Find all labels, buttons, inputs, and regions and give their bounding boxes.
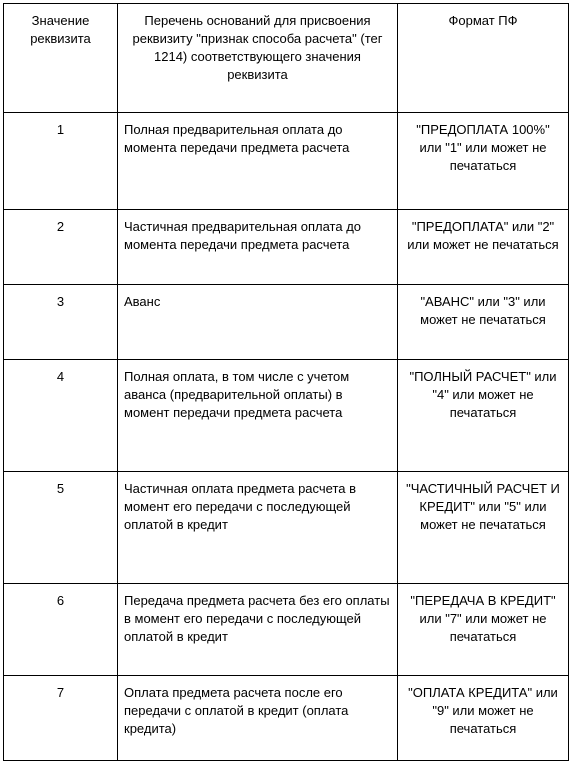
row-reason: Полная оплата, в том числе с учетом аванса (предварительной оплаты) в момент передачи предмета расчета — [118, 360, 398, 472]
row-value: 4 — [4, 360, 118, 472]
table-header-row — [4, 4, 569, 113]
row-value: 1 — [4, 113, 118, 210]
row-format: "ОПЛАТА КРЕДИТА" или "9" или может не печататься — [398, 676, 569, 761]
row-format: "АВАНС" или "3" или может не печататься — [398, 285, 569, 360]
row-reason: Аванс — [118, 285, 398, 360]
row-format: "ПРЕДОПЛАТА 100%" или "1" или может не печататься — [398, 113, 569, 210]
table-row — [4, 113, 569, 210]
row-format: "ПЕРЕДАЧА В КРЕДИТ" или "7" или может не печататься — [398, 584, 569, 676]
row-value: 6 — [4, 584, 118, 676]
header-value: Значение реквизита — [4, 4, 118, 113]
row-value: 2 — [4, 210, 118, 285]
row-value: 3 — [4, 285, 118, 360]
table-row — [4, 285, 569, 360]
table-row — [4, 472, 569, 584]
row-reason: Частичная оплата предмета расчета в момент его передачи с последующей оплатой в кредит — [118, 472, 398, 584]
table-row — [4, 676, 569, 761]
row-format: "ЧАСТИЧНЫЙ РАСЧЕТ И КРЕДИТ" или "5" или может не печататься — [398, 472, 569, 584]
row-reason: Полная предварительная оплата до момента передачи предмета расчета — [118, 113, 398, 210]
payment-method-table — [3, 3, 569, 761]
header-reasons: Перечень оснований для присвоения реквизиту "признак способа расчета" (тег 1214) соответствующего значения реквизита — [118, 4, 398, 113]
header-format: Формат ПФ — [398, 4, 569, 113]
table-row — [4, 360, 569, 472]
row-value: 7 — [4, 676, 118, 761]
row-reason: Оплата предмета расчета после его передачи с оплатой в кредит (оплата кредита) — [118, 676, 398, 761]
row-value: 5 — [4, 472, 118, 584]
row-reason: Частичная предварительная оплата до момента передачи предмета расчета — [118, 210, 398, 285]
row-format: "ПРЕДОПЛАТА" или "2" или может не печататься — [398, 210, 569, 285]
row-format: "ПОЛНЫЙ РАСЧЕТ" или "4" или может не печататься — [398, 360, 569, 472]
row-reason: Передача предмета расчета без его оплаты в момент его передачи с последующей оплатой в кредит — [118, 584, 398, 676]
table-row — [4, 210, 569, 285]
table-row — [4, 584, 569, 676]
